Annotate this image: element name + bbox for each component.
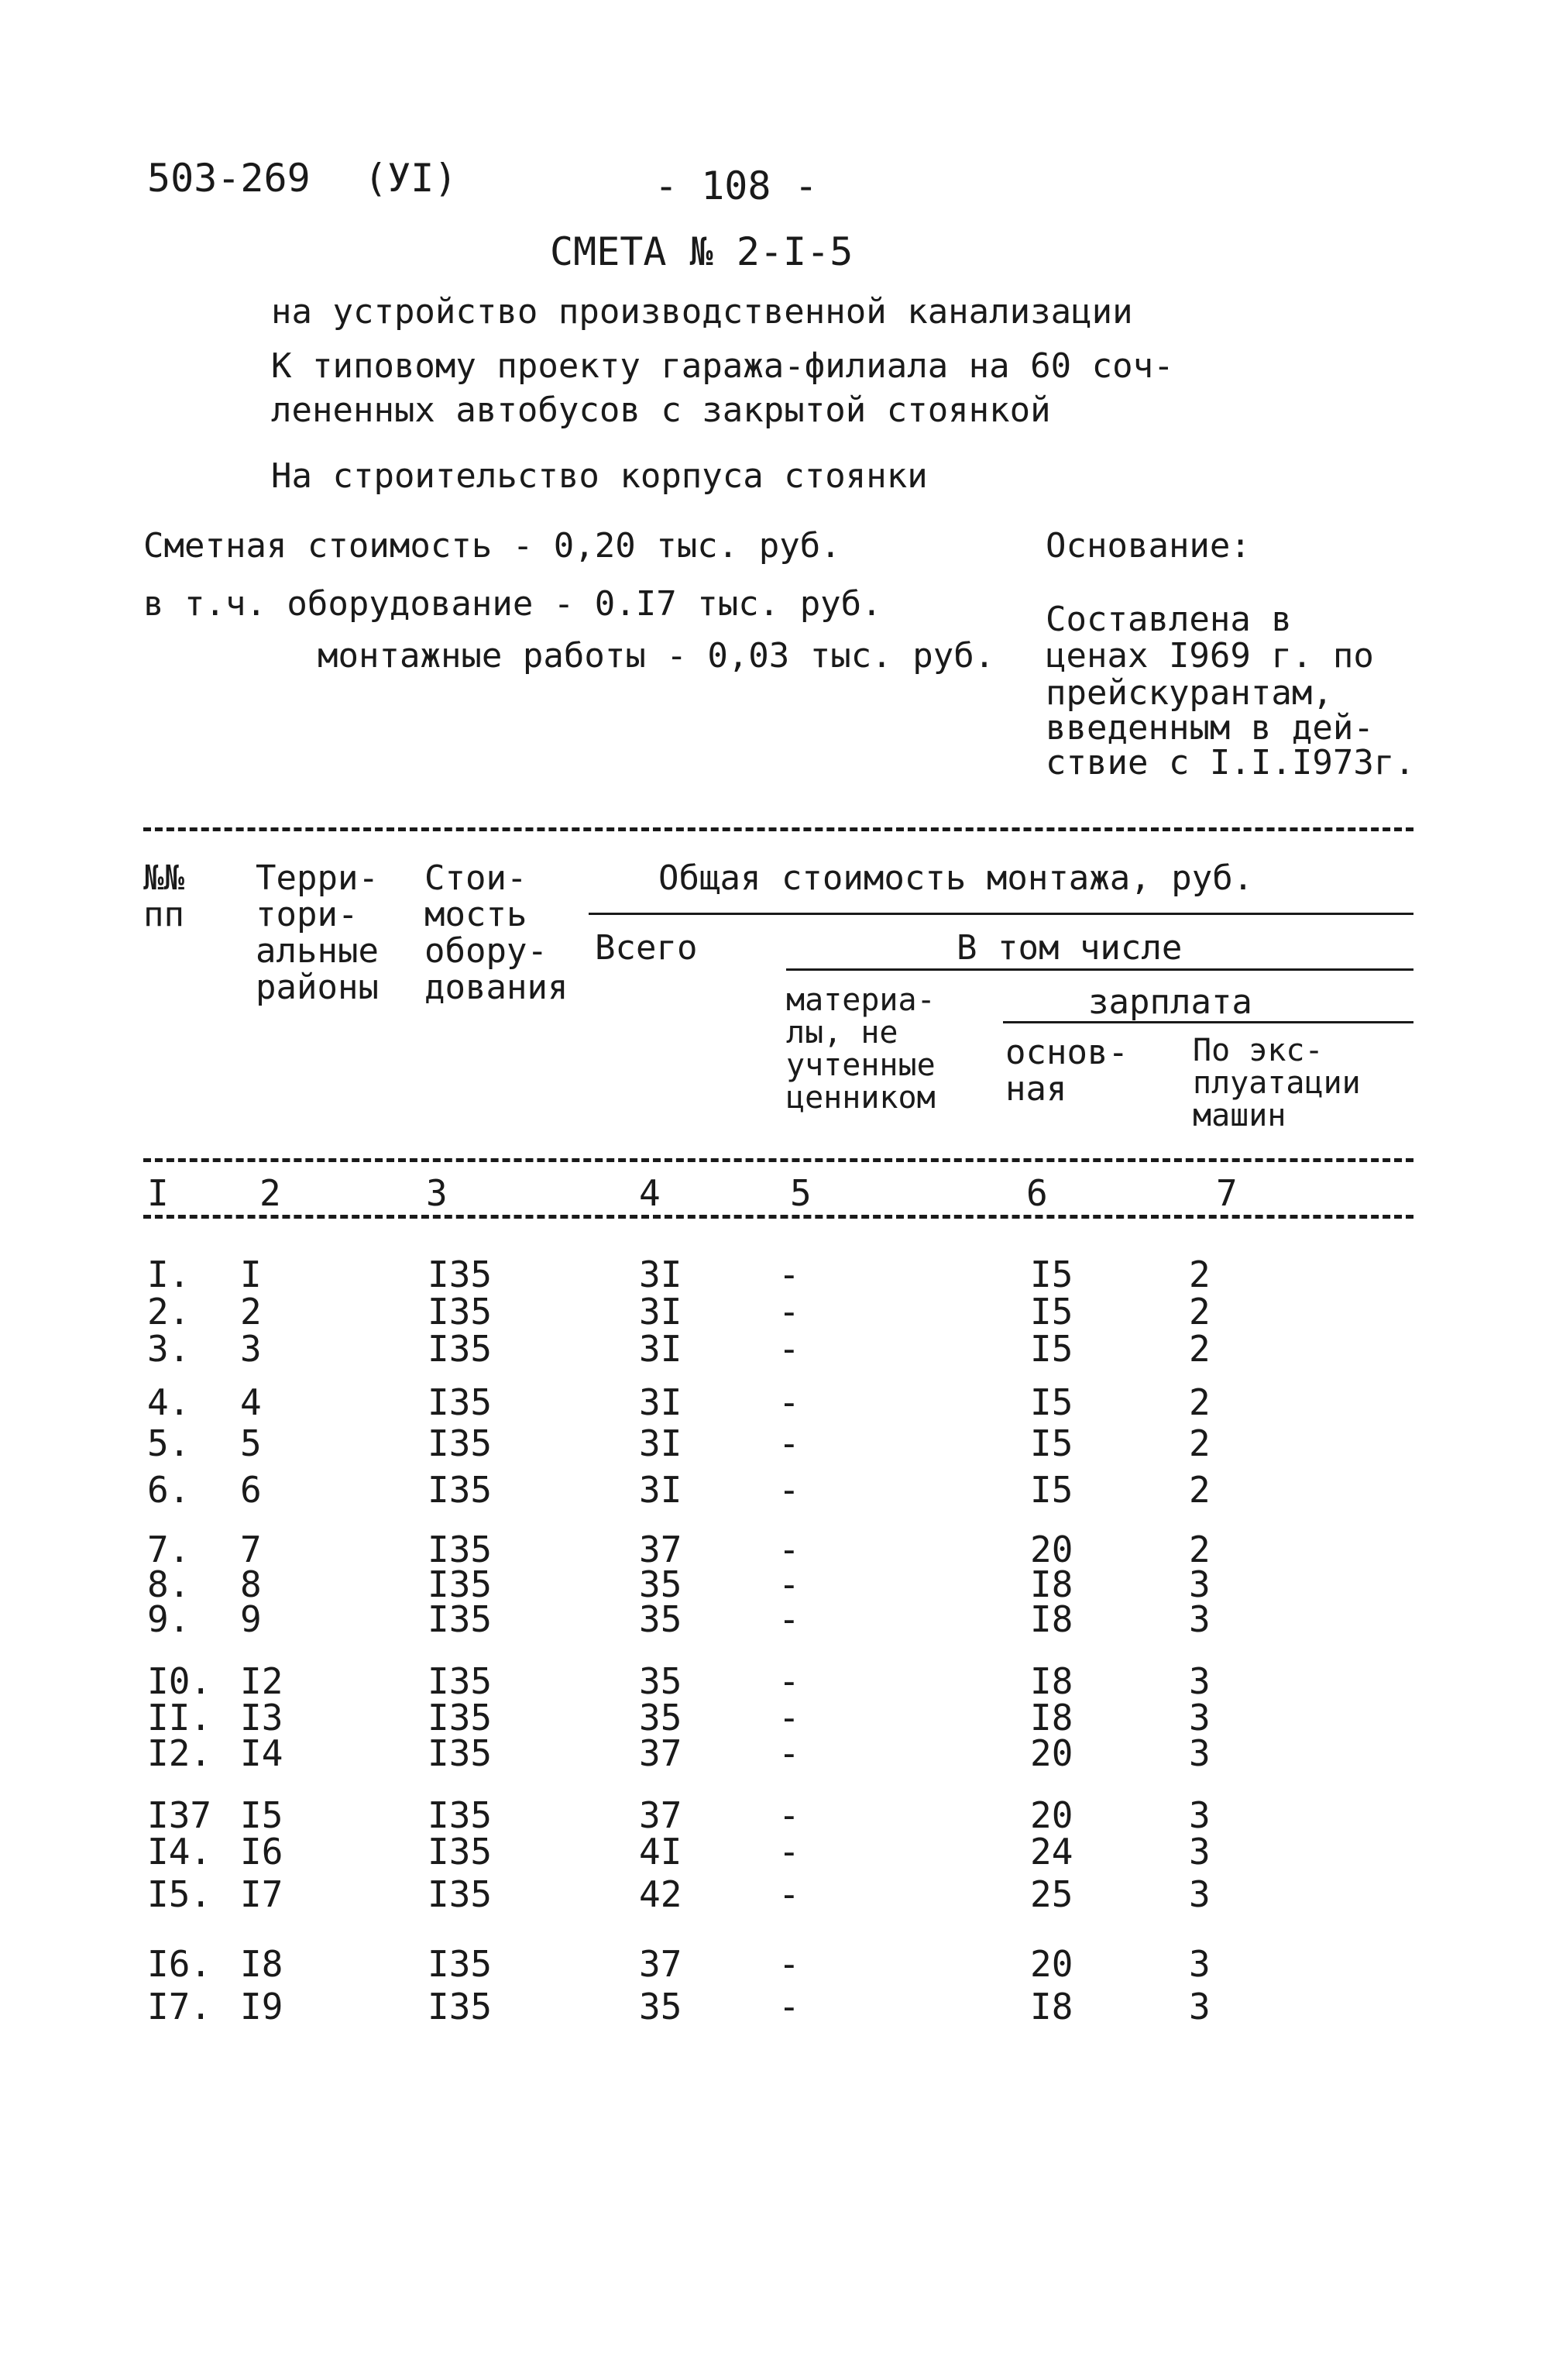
row-equipment-cost: I35 (428, 1697, 493, 1739)
project-reference-line-1: К типовому проекту гаража-филиала на 60 соч- (271, 346, 1174, 386)
row-total: 37 (639, 1943, 682, 1985)
column-number: 3 (426, 1172, 448, 1214)
page-number: - 108 - (654, 163, 818, 208)
header-row-number: №№ пп (143, 858, 184, 934)
column-number: 6 (1026, 1172, 1048, 1214)
row-salary-main: 20 (1030, 1794, 1073, 1836)
row-total: 35 (639, 1563, 682, 1605)
row-salary-machines: 2 (1189, 1529, 1211, 1570)
row-equipment-cost: I35 (428, 1291, 493, 1333)
row-region: I (240, 1254, 262, 1295)
row-equipment-cost: I35 (428, 1422, 493, 1464)
row-salary-machines: 3 (1189, 1563, 1211, 1605)
rule-under-including (786, 968, 1413, 971)
row-salary-machines: 3 (1189, 1873, 1211, 1915)
row-salary-main: I5 (1030, 1381, 1073, 1423)
row-materials: - (778, 1328, 800, 1370)
row-region: I8 (240, 1943, 283, 1985)
row-materials: - (778, 1660, 800, 1702)
row-number: I2. (147, 1732, 212, 1774)
row-materials: - (778, 1469, 800, 1511)
row-total: 35 (639, 1660, 682, 1702)
row-region: 7 (240, 1529, 262, 1570)
row-salary-main: I5 (1030, 1422, 1073, 1464)
row-number: 3. (147, 1328, 191, 1370)
row-salary-main: I5 (1030, 1328, 1073, 1370)
row-materials: - (778, 1794, 800, 1836)
basis-line-3: прейскурантам, (1046, 673, 1333, 713)
row-salary-machines: 3 (1189, 1986, 1211, 2027)
row-salary-main: I8 (1030, 1697, 1073, 1739)
row-total: 35 (639, 1697, 682, 1739)
row-number: II. (147, 1697, 212, 1739)
row-number: I37 (147, 1794, 212, 1836)
row-total: 37 (639, 1529, 682, 1570)
basis-line-4: введенным в дей- (1046, 708, 1374, 748)
row-region: I3 (240, 1697, 283, 1739)
row-number: 9. (147, 1598, 191, 1640)
row-total: 35 (639, 1598, 682, 1640)
column-number: 4 (639, 1172, 661, 1214)
project-reference-line-2: лененных автобусов с закрытой стоянкой (271, 390, 1051, 430)
basis-line-2: ценах I969 г. по (1046, 636, 1374, 676)
row-salary-main: I5 (1030, 1254, 1073, 1295)
row-total: 3I (639, 1291, 682, 1333)
row-region: I9 (240, 1986, 283, 2027)
row-salary-main: 25 (1030, 1873, 1073, 1915)
row-total: 3I (639, 1328, 682, 1370)
row-total: 42 (639, 1873, 682, 1915)
row-equipment-cost: I35 (428, 1873, 493, 1915)
row-salary-machines: 3 (1189, 1660, 1211, 1702)
header-salary-machines: По экс- плуатации машин (1193, 1033, 1361, 1133)
row-total: 35 (639, 1986, 682, 2027)
row-total: 37 (639, 1794, 682, 1836)
row-total: 3I (639, 1422, 682, 1464)
row-region: 6 (240, 1469, 262, 1511)
equipment-cost: в т.ч. оборудование - 0.I7 тыс. руб. (143, 584, 882, 624)
row-region: 5 (240, 1422, 262, 1464)
row-number: 2. (147, 1291, 191, 1333)
row-region: I7 (240, 1873, 283, 1915)
row-equipment-cost: I35 (428, 1732, 493, 1774)
row-number: 7. (147, 1529, 191, 1570)
column-number: 2 (259, 1172, 281, 1214)
row-salary-main: I8 (1030, 1986, 1073, 2027)
total-cost: Сметная стоимость - 0,20 тыс. руб. (143, 526, 841, 566)
row-number: I5. (147, 1873, 212, 1915)
column-number: I (147, 1172, 169, 1214)
row-equipment-cost: I35 (428, 1943, 493, 1985)
rule-under-total-group (589, 913, 1413, 915)
header-total: Всего (595, 928, 698, 968)
row-salary-machines: 3 (1189, 1598, 1211, 1640)
row-region: 9 (240, 1598, 262, 1640)
row-materials: - (778, 1697, 800, 1739)
row-equipment-cost: I35 (428, 1254, 493, 1295)
sheet-number: (УI) (364, 156, 458, 201)
row-number: I0. (147, 1660, 212, 1702)
row-equipment-cost: I35 (428, 1598, 493, 1640)
row-salary-machines: 2 (1189, 1422, 1211, 1464)
row-salary-main: 20 (1030, 1529, 1073, 1570)
row-region: 2 (240, 1291, 262, 1333)
header-equipment-cost: Стои- мость обору- дования (424, 858, 568, 1007)
row-materials: - (778, 1598, 800, 1640)
row-salary-main: 24 (1030, 1831, 1073, 1873)
row-equipment-cost: I35 (428, 1986, 493, 2027)
row-total: 4I (639, 1831, 682, 1873)
row-materials: - (778, 1986, 800, 2027)
row-equipment-cost: I35 (428, 1660, 493, 1702)
row-materials: - (778, 1381, 800, 1423)
row-salary-main: I8 (1030, 1563, 1073, 1605)
row-materials: - (778, 1529, 800, 1570)
header-territorial-region: Терри- тори- альные районы (256, 858, 379, 1007)
row-salary-main: 20 (1030, 1732, 1073, 1774)
row-region: 8 (240, 1563, 262, 1605)
row-materials: - (778, 1732, 800, 1774)
row-salary-main: 20 (1030, 1943, 1073, 1985)
row-region: I2 (240, 1660, 283, 1702)
column-numbers-rule (143, 1215, 1413, 1219)
row-salary-machines: 3 (1189, 1697, 1211, 1739)
row-number: I. (147, 1254, 191, 1295)
row-salary-machines: 2 (1189, 1328, 1211, 1370)
column-number: 7 (1216, 1172, 1238, 1214)
estimate-subject: на устройство производственной канализации (271, 292, 1133, 332)
row-region: I6 (240, 1831, 283, 1873)
row-salary-machines: 2 (1189, 1291, 1211, 1333)
row-salary-machines: 2 (1189, 1381, 1211, 1423)
row-salary-machines: 2 (1189, 1469, 1211, 1511)
row-total: 3I (639, 1254, 682, 1295)
row-materials: - (778, 1291, 800, 1333)
row-materials: - (778, 1831, 800, 1873)
header-including: В том числе (957, 928, 1183, 968)
basis-label: Основание: (1046, 526, 1251, 566)
header-materials: материа- лы, не учтенные ценником (786, 982, 936, 1116)
row-salary-main: I5 (1030, 1469, 1073, 1511)
row-materials: - (778, 1943, 800, 1985)
row-materials: - (778, 1254, 800, 1295)
row-total: 3I (639, 1381, 682, 1423)
row-number: 5. (147, 1422, 191, 1464)
document-code: 503-269 (147, 156, 311, 201)
row-materials: - (778, 1422, 800, 1464)
row-number: I7. (147, 1986, 212, 2027)
construction-object: На строительство корпуса стоянки (271, 456, 928, 496)
basis-line-5: ствие с I.I.I973г. (1046, 743, 1415, 782)
rule-under-salary (1003, 1021, 1413, 1023)
row-region: I5 (240, 1794, 283, 1836)
estimate-title: СМЕТА № 2-I-5 (550, 229, 854, 274)
row-salary-machines: 3 (1189, 1794, 1211, 1836)
row-equipment-cost: I35 (428, 1381, 493, 1423)
row-number: I4. (147, 1831, 212, 1873)
basis-line-1: Составлена в (1046, 600, 1292, 639)
row-total: 37 (639, 1732, 682, 1774)
row-equipment-cost: I35 (428, 1794, 493, 1836)
row-region: 4 (240, 1381, 262, 1423)
row-region: I4 (240, 1732, 283, 1774)
row-number: I6. (147, 1943, 212, 1985)
header-bottom-rule (143, 1158, 1413, 1162)
row-region: 3 (240, 1328, 262, 1370)
row-materials: - (778, 1563, 800, 1605)
row-equipment-cost: I35 (428, 1831, 493, 1873)
row-salary-main: I8 (1030, 1660, 1073, 1702)
row-salary-machines: 2 (1189, 1254, 1211, 1295)
row-salary-main: I8 (1030, 1598, 1073, 1640)
row-salary-main: I5 (1030, 1291, 1073, 1333)
installation-cost: монтажные работы - 0,03 тыс. руб. (318, 636, 995, 676)
row-number: 6. (147, 1469, 191, 1511)
header-salary-main: основ- ная (1005, 1033, 1128, 1109)
row-equipment-cost: I35 (428, 1529, 493, 1570)
row-equipment-cost: I35 (428, 1563, 493, 1605)
row-equipment-cost: I35 (428, 1328, 493, 1370)
row-salary-machines: 3 (1189, 1732, 1211, 1774)
row-equipment-cost: I35 (428, 1469, 493, 1511)
row-total: 3I (639, 1469, 682, 1511)
header-salary: зарплата (1088, 982, 1252, 1022)
column-number: 5 (790, 1172, 812, 1214)
row-materials: - (778, 1873, 800, 1915)
header-total-installation-cost: Общая стоимость монтажа, руб. (658, 858, 1254, 898)
row-salary-machines: 3 (1189, 1943, 1211, 1985)
row-salary-machines: 3 (1189, 1831, 1211, 1873)
row-number: 4. (147, 1381, 191, 1423)
row-number: 8. (147, 1563, 191, 1605)
table-top-rule (143, 827, 1413, 831)
